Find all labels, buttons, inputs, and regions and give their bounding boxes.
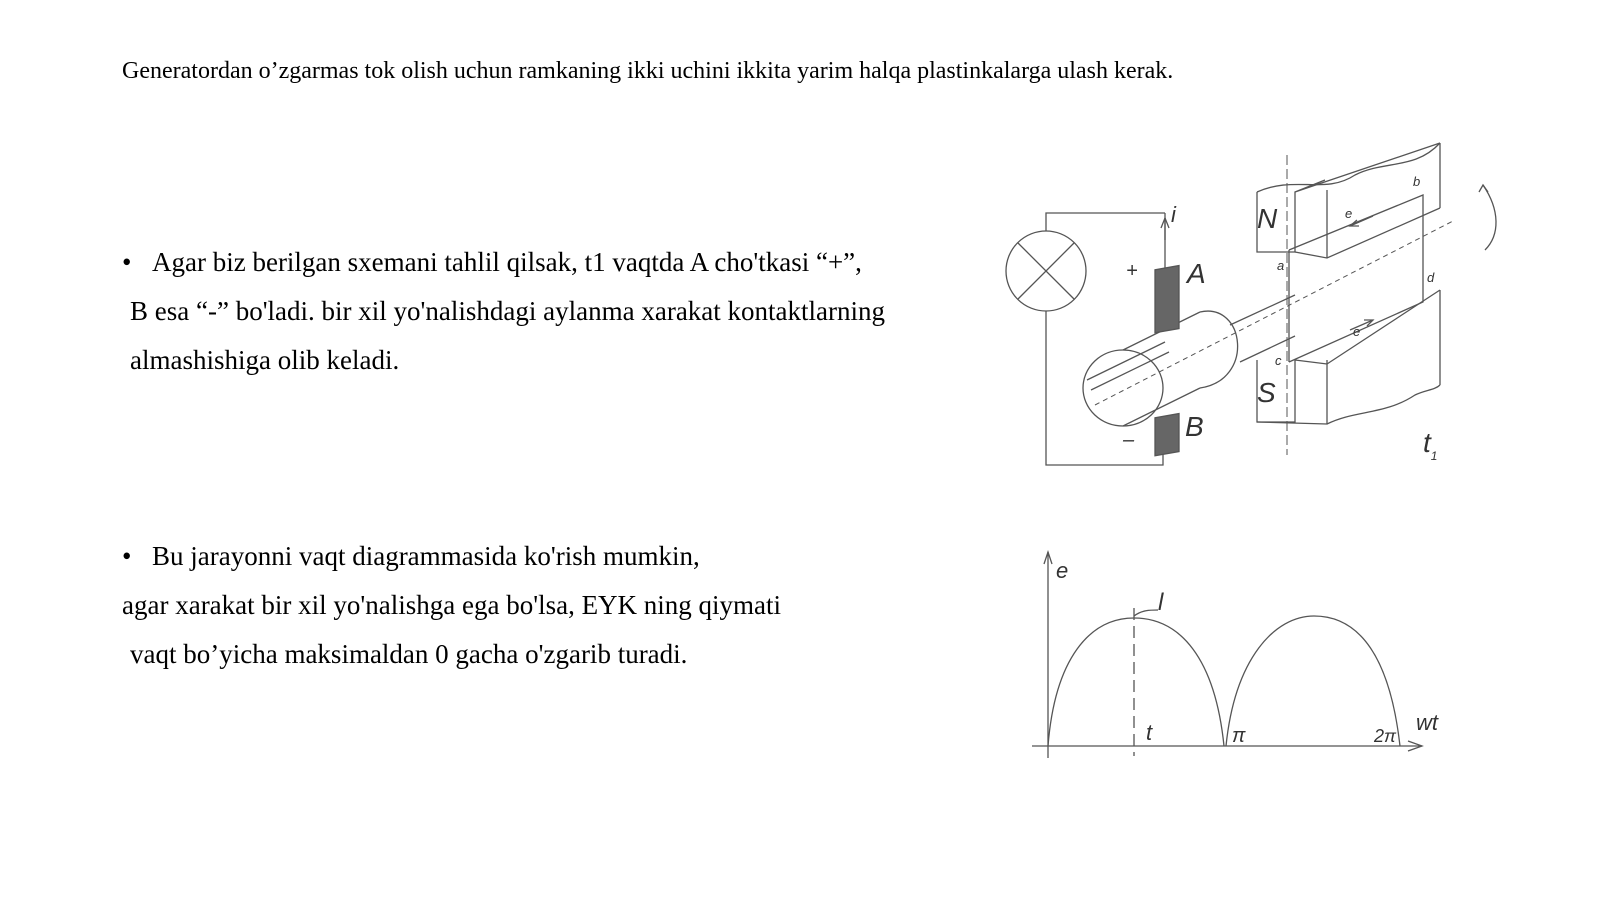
plus-sign: + [1126, 260, 1138, 282]
emf-graph [1030, 548, 1450, 768]
paragraph2-line1: Bu jarayonni vaqt diagrammasida ko'rish mumkin, [152, 541, 700, 571]
paragraph-brush-polarity [122, 238, 885, 385]
emf-arrow-icon [1350, 216, 1373, 330]
paragraph1-line2: B esa “-” bo'ladi. bir xil yo'nalishdagi aylanma xarakat kontaktlarning [130, 296, 885, 326]
brush-b [1155, 414, 1179, 456]
emf-lower-label: e [1353, 324, 1361, 339]
brush-a-label: A [1187, 258, 1206, 289]
brush-b-label: B [1185, 411, 1204, 442]
minus-sign: – [1123, 429, 1135, 451]
emf-upper-label: e [1345, 206, 1353, 221]
frame-c-label: c [1275, 353, 1282, 368]
pole-n-label: N [1257, 203, 1278, 234]
south-pole [1257, 290, 1440, 424]
paragraph-time-diagram [122, 532, 781, 679]
two-pi-tick-label: 2π [1374, 726, 1397, 746]
bullet-point: • [122, 541, 132, 571]
frame-a-label: a [1277, 258, 1285, 273]
north-pole [1257, 143, 1440, 258]
generator-diagram [995, 140, 1535, 485]
paragraph2-line3: vaqt bo’yicha maksimaldan 0 gacha o'zgarib turadi. [130, 639, 688, 669]
frame-d-label: d [1427, 270, 1435, 285]
lamp-icon [1006, 231, 1086, 311]
current-arrow-icon [1161, 218, 1169, 240]
emf-curve-arch-1 [1048, 618, 1224, 746]
pi-tick-label: π [1232, 725, 1246, 747]
y-axis-label: e [1056, 558, 1069, 583]
time-subscript: 1 [1430, 449, 1438, 463]
frame-b-label: b [1413, 174, 1421, 189]
y-axis [1044, 552, 1052, 758]
pole-s-label: S [1257, 377, 1276, 408]
brush-a [1155, 266, 1179, 333]
circuit-wire [1046, 213, 1165, 231]
t-tick-label: t [1146, 720, 1153, 745]
circuit-wire [1046, 311, 1163, 465]
x-axis-label: wt [1416, 710, 1438, 735]
peak-label: l [1158, 589, 1164, 616]
slide-title: Generatordan o’zgarmas tok olish uchun ramkaning ikki uchini ikkita yarim halqa plastinkalarga ulash kerak. [122, 58, 1174, 84]
time-label: $t_1$ [1423, 427, 1438, 463]
rotation-arrow-icon [1479, 185, 1496, 250]
bullet-point: • [122, 247, 132, 277]
peak-pointer [1134, 610, 1158, 616]
paragraph1-line1: Agar biz berilgan sxemani tahlil qilsak, t1 vaqtda A cho'tkasi “+”, [152, 247, 862, 277]
current-label: i [1171, 202, 1176, 227]
paragraph2-line2: agar xarakat bir xil yo'nalishga ega bo'lsa, EYK ning qiymati [122, 590, 782, 620]
paragraph1-line3: almashishiga olib keladi. [130, 345, 400, 375]
